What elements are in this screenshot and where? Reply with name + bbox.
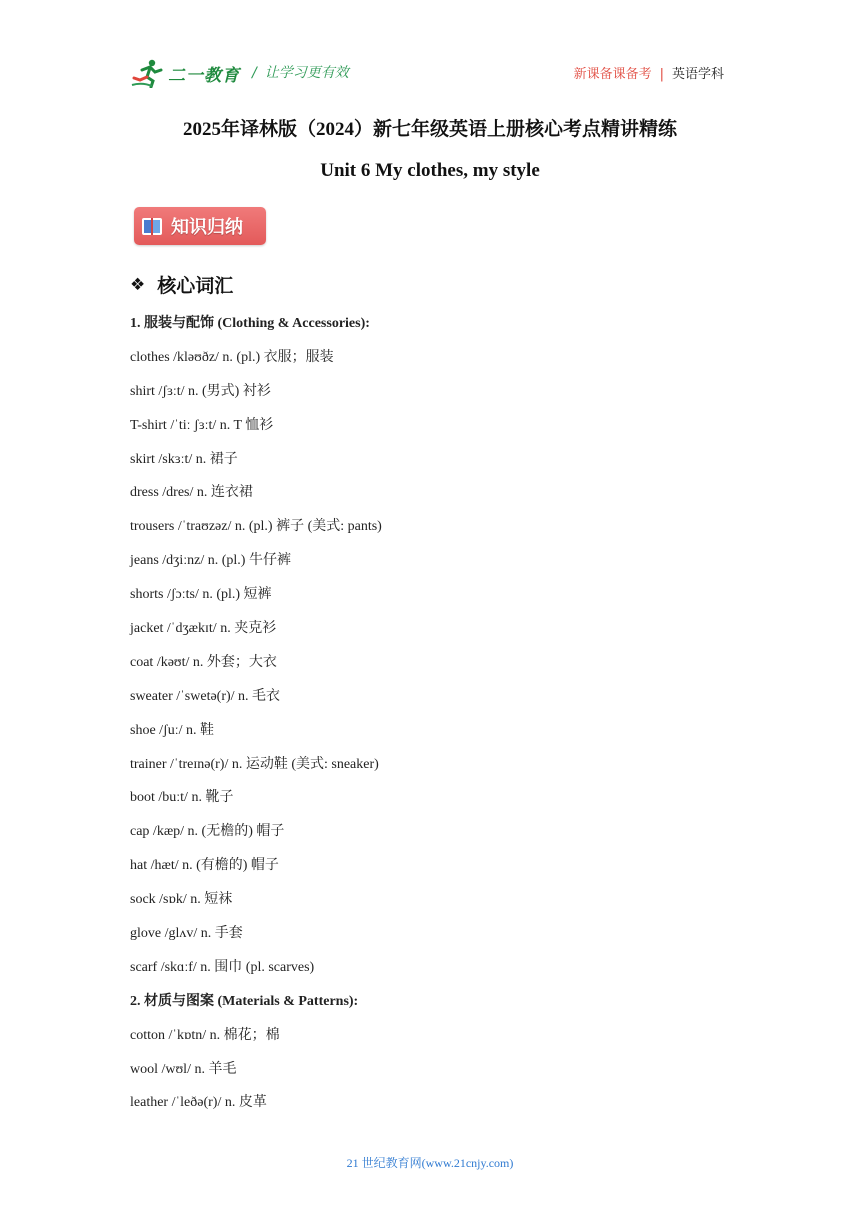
- vocabulary-entry: trousers /ˈtraʊzəz/ n. (pl.) 裤子 (美式: pants): [130, 519, 382, 535]
- slogan-text: 让学习更有效: [264, 65, 349, 81]
- vocabulary-entry: sock /sɒk/ n. 短袜: [130, 892, 233, 908]
- header-subject-label: 英语学科: [671, 67, 724, 82]
- book-icon: [139, 213, 165, 239]
- vocabulary-entry: cotton /ˈkɒtn/ n. 棉花；棉: [130, 1027, 280, 1043]
- vocabulary-entry: shoe /ʃuː/ n. 鞋: [130, 722, 214, 738]
- page-header: [130, 58, 724, 88]
- knowledge-summary-badge: [134, 207, 266, 245]
- vocabulary-entry: skirt /skɜːt/ n. 裙子: [130, 451, 238, 467]
- slogan-slash: /: [252, 65, 257, 81]
- header-separator: |: [659, 67, 664, 82]
- vocabulary-entry: trainer /ˈtreɪnə(r)/ n. 运动鞋 (美式: sneaker): [130, 756, 379, 772]
- vocabulary-entry: wool /wʊl/ n. 羊毛: [130, 1061, 237, 1077]
- category-heading: 1. 服装与配饰 (Clothing & Accessories):: [130, 316, 370, 331]
- vocabulary-entry: dress /dres/ n. 连衣裙: [130, 485, 253, 501]
- vocabulary-list: [130, 313, 730, 1126]
- vocabulary-entry: cap /kæp/ n. (无檐的) 帽子: [130, 824, 285, 840]
- vocabulary-entry: T-shirt /ˈtiː ʃɜːt/ n. T 恤衫: [130, 417, 274, 433]
- vocabulary-entry: boot /buːt/ n. 靴子: [130, 790, 234, 806]
- running-figure-logo-icon: [130, 58, 166, 88]
- logo-text: 二一教育: [168, 65, 240, 86]
- document-title: 2025年译林版（2024）新七年级英语上册核心考点精讲精练: [182, 119, 677, 140]
- vocabulary-entry: shirt /ʃɜːt/ n. (男式) 衬衫: [130, 383, 271, 399]
- category-heading: 2. 材质与图案 (Materials & Patterns):: [130, 993, 359, 1009]
- vocabulary-entry: sweater /ˈswetə(r)/ n. 毛衣: [130, 688, 281, 704]
- vocabulary-entry: leather /ˈleðə(r)/ n. 皮革: [130, 1095, 267, 1111]
- logo: [130, 58, 240, 88]
- vocabulary-entry: hat /hæt/ n. (有檐的) 帽子: [130, 858, 279, 874]
- vocabulary-entry: jacket /ˈdʒækɪt/ n. 夹克衫: [130, 621, 277, 637]
- vocabulary-entry: clothes /kləʊðz/ n. (pl.) 衣服；服装: [130, 349, 334, 365]
- section-heading-text: 核心词汇: [157, 275, 234, 297]
- diamond-bullet-icon: ❖: [130, 274, 146, 295]
- section-heading: [130, 271, 233, 298]
- slogan: [252, 62, 349, 82]
- header-course-label: 新课备课备考: [573, 67, 652, 82]
- vocabulary-entry: shorts /ʃɔːts/ n. (pl.) 短裤: [130, 587, 272, 603]
- unit-title: Unit 6 My clothes, my style: [320, 160, 540, 181]
- page-footer: 21 世纪教育网(www.21cnjy.com): [346, 1156, 514, 1170]
- vocabulary-entry: glove /glʌv/ n. 手套: [130, 926, 243, 942]
- vocabulary-entry: coat /kəʊt/ n. 外套；大衣: [130, 654, 277, 670]
- vocabulary-entry: scarf /skɑːf/ n. 围巾 (pl. scarves): [130, 959, 315, 975]
- vocabulary-entry: jeans /dʒiːnz/ n. (pl.) 牛仔裤: [130, 553, 291, 569]
- badge-label: 知识归纳: [171, 217, 243, 238]
- header-subject: [574, 63, 724, 82]
